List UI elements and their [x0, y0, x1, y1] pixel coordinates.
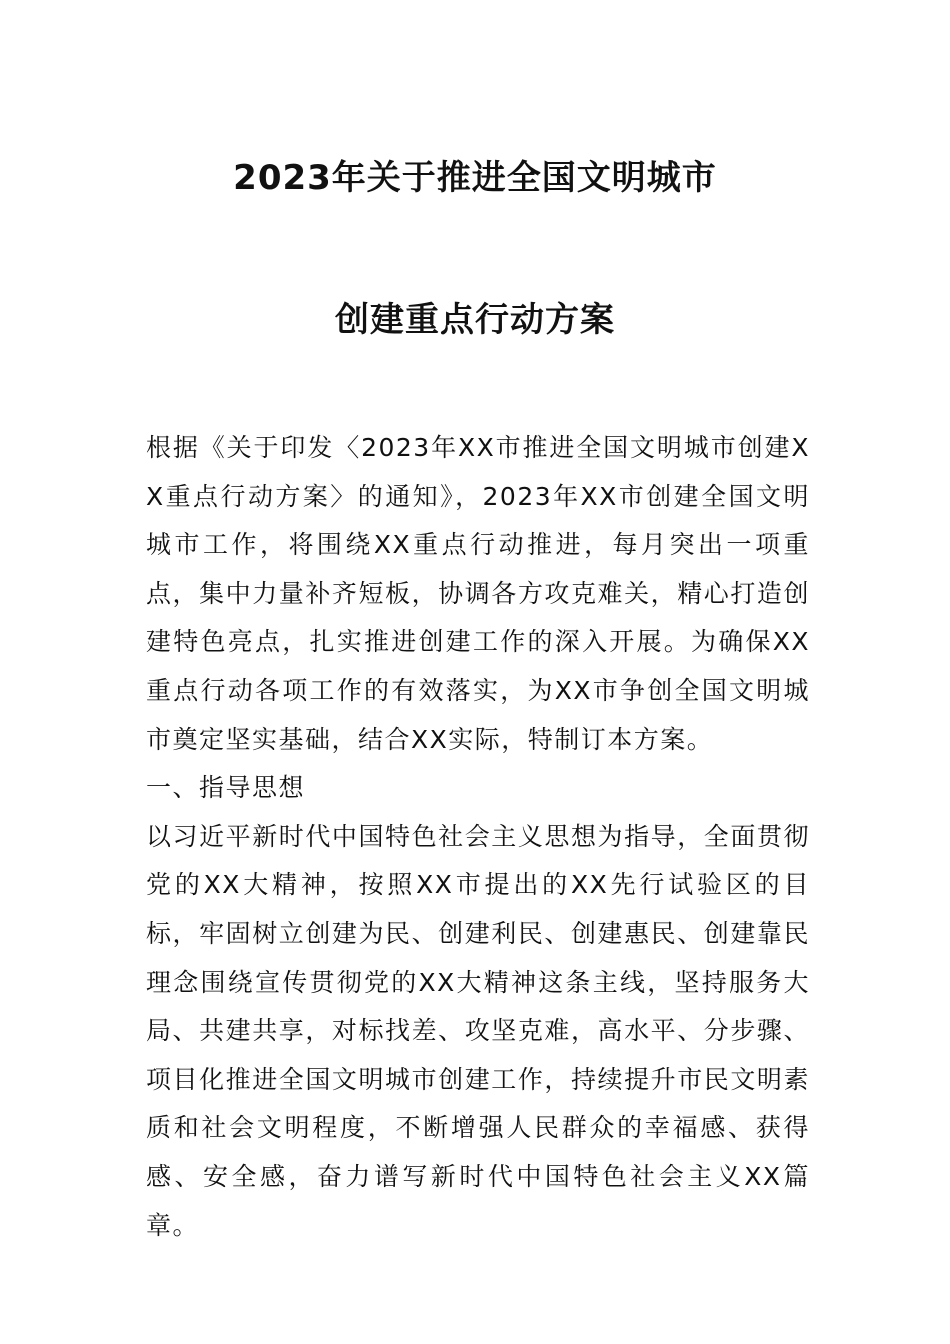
intro-paragraph: 根据《关于印发〈2023年XX市推进全国文明城市创建XX重点行动方案〉的通知》，2023年XX市创建全国文明城市工作，将围绕XX重点行动推进，每月突出一项重点，集中力量补齐短板，协调各方攻克难关，精心打造创建特色亮点，扎实推进创建工作的深入开展。为确保XX重点行动各项工作的有效落实，为XX市争创全国文明城市奠定坚实基础，结合XX实际，特制订本方案。 [146, 433, 810, 754]
document-body [146, 424, 810, 1250]
section-heading: 一、指导思想 [146, 773, 306, 803]
document-title-line-1: 2023年关于推进全国文明城市 [233, 158, 717, 198]
guiding-thought-paragraph: 以习近平新时代中国特色社会主义思想为指导，全面贯彻党的XX大精神，按照XX市提出的XX先行试验区的目标，牢固树立创建为民、创建利民、创建惠民、创建靠民理念围绕宣传贯彻党的XX大精神这条主线，坚持服务大局、共建共享，对标找差、攻坚克难，高水平、分步骤、项目化推进全国文明城市创建工作，持续提升市民文明素质和社会文明程度，不断增强人民群众的幸福感、获得感、安全感，奋力谱写新时代中国特色社会主义XX篇章。 [146, 821, 810, 1240]
document-title-line-2: 创建重点行动方案 [335, 300, 615, 340]
